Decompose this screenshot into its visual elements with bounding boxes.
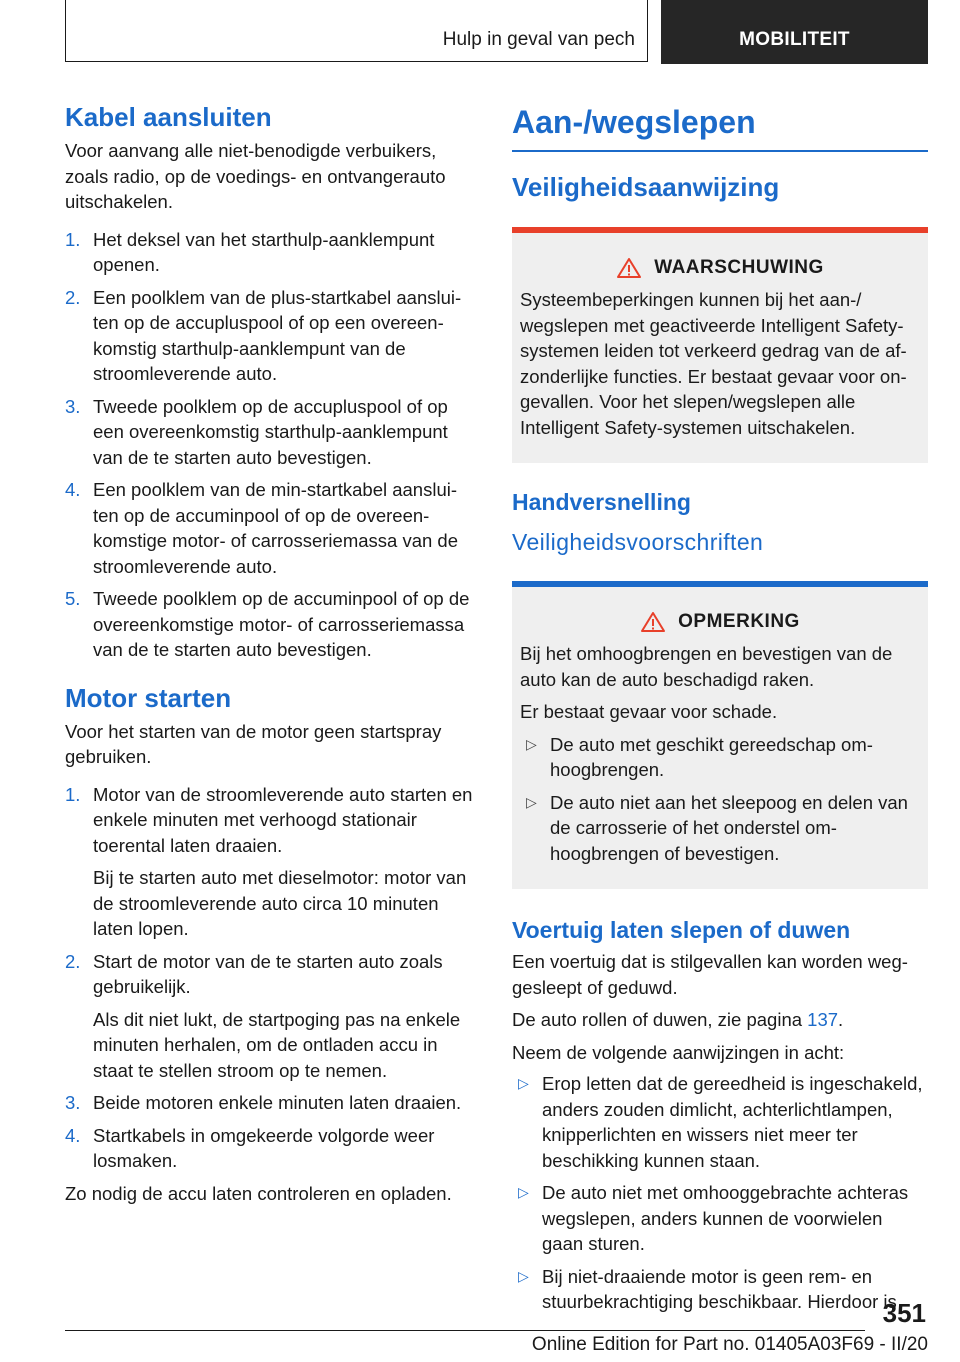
warning-box xyxy=(512,227,928,463)
page-number: 351 xyxy=(882,1298,926,1328)
caution-triangle-icon xyxy=(640,611,666,633)
triangle-bullet-icon: ▷ xyxy=(518,1184,529,1200)
heading-slepen: Aan-/wegslepen xyxy=(512,100,928,152)
kabel-steps xyxy=(65,227,475,663)
list-item: 2. Een poolklem van de plus-startkabel aansluiten op de accupluspool of op een overeenkomstig starthulp-aanklempunt van de stroomleverende auto. xyxy=(65,286,462,384)
note-list xyxy=(520,732,920,867)
motor-steps xyxy=(65,782,475,1174)
tow-p2: De auto rollen of duwen, zie pagina 137. xyxy=(512,1009,844,1030)
page-header xyxy=(65,0,928,64)
list-item: 3. Tweede poolklem op de accupluspool of op een overeenkomstig starthulp-aanklempunt van de te starten auto bevestigen. xyxy=(65,395,448,468)
right-column xyxy=(512,100,928,1322)
note-box xyxy=(512,581,928,889)
list-item: 5. Tweede poolklem op de accuminpool of op de overeenkomstige motor- of carrosseriemassa van de te starten auto bevestigen. xyxy=(65,588,470,660)
heading-motor: Motor starten xyxy=(65,682,232,713)
edition-footer: Online Edition for Part no. 01405A03F69 - II/20 xyxy=(531,1334,928,1355)
triangle-bullet-icon: ▷ xyxy=(518,1075,529,1091)
list-item: ▷ De auto niet aan het sleepoog en delen van de carrosserie of het onderstel omhoogbrengen of bevestigen. xyxy=(526,791,908,864)
warning-triangle-icon xyxy=(616,257,642,279)
triangle-bullet-icon: ▷ xyxy=(526,793,537,810)
tow-p3: Neem de volgende aanwijzingen in acht: xyxy=(512,1041,845,1063)
left-column xyxy=(65,100,475,1206)
list-item: 4. Startkabels in omgekeerde volgorde weer losmaken. xyxy=(65,1124,435,1171)
chapter-title: MOBILITEIT xyxy=(739,29,850,50)
motor-intro: Voor het starten van de motor geen startspray gebruiken. xyxy=(65,720,442,767)
list-item: 4. Een poolklem van de min-startkabel aansluiten op de accuminpool of op de overeenkomstige motor- of carrosseriemassa van de stroomleverende auto. xyxy=(65,479,458,577)
section-title: Hulp in geval van pech xyxy=(442,29,635,50)
triangle-bullet-icon: ▷ xyxy=(526,735,537,752)
tow-list xyxy=(512,1071,928,1315)
list-item: ▷ Erop letten dat de gereedheid is ingeschakeld, anders zouden dimlicht, achterlichtlampen, knipperlichten en wissers niet meer ter beschikking kunnen staan. xyxy=(518,1073,923,1171)
page-reference-link[interactable]: 137 xyxy=(807,1009,839,1030)
heading-tow: Voertuig laten slepen of duwen xyxy=(512,917,851,943)
list-item: ▷ De auto niet met omhooggebrachte achteras wegslepen, anders kunnen de voorwielen gaan sturen. xyxy=(518,1182,909,1254)
list-item: 1. Motor van de stroomleverende auto starten en enkele minuten met verhoogd stationair toerental laten draaien. Bij te starten auto met dieselmotor: motor van de stroomleverende auto circa 10 minuten laten lopen. xyxy=(65,783,473,939)
section-tab xyxy=(65,0,648,62)
list-item: 1. Het deksel van het starthulp-aanklempunt openen. xyxy=(65,228,435,275)
heading-manual: Handversnelling xyxy=(512,489,691,515)
note-text-2: Er bestaat gevaar voor schade. xyxy=(520,701,778,722)
heading-kabel: Kabel aansluiten xyxy=(65,102,272,132)
list-item: ▷ Bij niet-draaiende motor is geen rem- en stuurbekrachtiging beschikbaar. Hierdoor is xyxy=(518,1265,897,1312)
chapter-tab xyxy=(661,0,928,64)
footer-divider xyxy=(65,1330,865,1331)
warning-text: Systeembeperkingen kunnen bij het aan-/ wegslepen met geactiveerde Intelligent Safety-systemen leiden tot verkeerd gedrag van de afzonderlijke functies. Er bestaat gevaar voor ongevallen. Voor het slepen/wegslepen alle Intelligent Safety-systemen uitschakelen. xyxy=(520,289,907,438)
heading-safety: Veiligheidsaanwijzing xyxy=(512,172,780,202)
list-item: ▷ De auto met geschikt gereedschap omhoogbrengen. xyxy=(526,733,873,780)
motor-outro: Zo nodig de accu laten controleren en opladen. xyxy=(65,1182,452,1204)
note-text-1: Bij het omhoogbrengen en bevestigen van de auto kan de auto beschadigd raken. xyxy=(520,643,893,690)
list-item: 2. Start de motor van de te starten auto zoals gebruikelijk. Als dit niet lukt, de startpoging pas na enkele minuten herhalen, om de ontladen accu in staat te stellen stroom op te nemen. xyxy=(65,950,461,1081)
kabel-intro: Voor aanvang alle niet-benodigde verbuikers, zoals radio, op de voedings- en ontvangerauto uitschakelen. xyxy=(65,140,446,212)
list-item: 3. Beide motoren enkele minuten laten draaien. xyxy=(65,1092,462,1113)
tow-p1: Een voertuig dat is stilgevallen kan worden weggesleept of geduwd. xyxy=(512,951,908,998)
heading-safety-rules: Veiligheidsvoorschriften xyxy=(512,529,764,555)
warning-title: WAARSCHUWING xyxy=(520,257,920,279)
triangle-bullet-icon: ▷ xyxy=(518,1267,529,1284)
note-title: OPMERKING xyxy=(520,611,920,633)
